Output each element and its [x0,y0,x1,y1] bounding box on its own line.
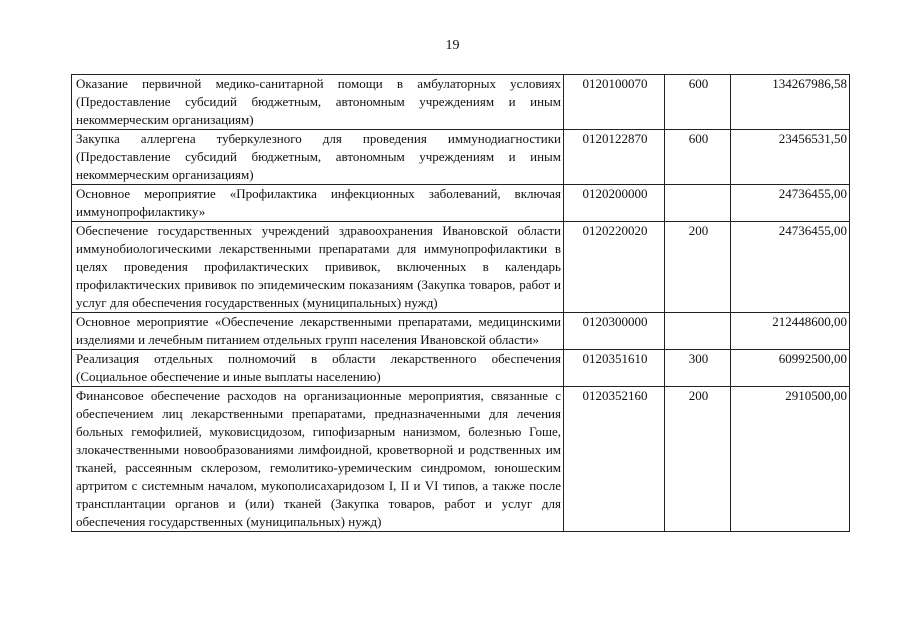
row-amount: 24736455,00 [731,185,850,222]
row-code: 0120300000 [564,313,665,350]
row-code: 0120352160 [564,387,665,532]
table-row [72,387,850,532]
row-code: 0120200000 [564,185,665,222]
table-row [72,185,850,222]
row-code: 0120100070 [564,75,665,130]
budget-table [71,74,850,532]
row-expense-type: 200 [665,222,731,313]
row-amount: 212448600,00 [731,313,850,350]
table-row [72,222,850,313]
table-row [72,313,850,350]
row-description: Обеспечение государственных учреждений здравоохранения Ивановской области иммунобиологическими лекарственными препаратами для иммунопрофилактики в целях проведения профилактических прививок, включенных в календарь профилактических прививок по эпидемическим показаниям (Закупка товаров, работ и услуг для обеспечения государственных (муниципальных) нужд) [72,222,564,313]
row-expense-type: 200 [665,387,731,532]
row-description: Основное мероприятие «Обеспечение лекарственными препаратами, медицинскими изделиями и лечебным питанием отдельных групп населения Ивановской области» [72,313,564,350]
row-expense-type: 300 [665,350,731,387]
row-description: Закупка аллергена туберкулезного для проведения иммунодиагностики (Предоставление субсидий бюджетным, автономным учреждениям и иным некоммерческим организациям) [72,130,564,185]
row-description: Реализация отдельных полномочий в области лекарственного обеспечения (Социальное обеспечение и иные выплаты населению) [72,350,564,387]
row-code: 0120122870 [564,130,665,185]
row-description: Основное мероприятие «Профилактика инфекционных заболеваний, включая иммунопрофилактику» [72,185,564,222]
row-code: 0120351610 [564,350,665,387]
row-amount: 23456531,50 [731,130,850,185]
row-expense-type [665,313,731,350]
row-amount: 2910500,00 [731,387,850,532]
row-description: Оказание первичной медико-санитарной помощи в амбулаторных условиях (Предоставление субсидий бюджетным, автономным учреждениям и иным некоммерческим организациям) [72,75,564,130]
page-number: 19 [445,38,460,53]
row-expense-type [665,185,731,222]
row-code: 0120220020 [564,222,665,313]
row-expense-type: 600 [665,75,731,130]
row-description: Финансовое обеспечение расходов на организационные мероприятия, связанные с обеспечением лиц лекарственными препаратами, предназначенными для лечения больных гемофилией, муковисцидозом, гипофизарным нанизмом, болезнью Гоше, злокачественными новообразованиями лимфоидной, кроветворной и родственных им тканей, рассеянным склерозом, гемолитико-уремическим синдромом, юношеским артритом с системным началом, мукополисахаридозом I, II и VI типов, а также после трансплантации органов и (или) тканей (Закупка товаров, работ и услуг для обеспечения государственных (муниципальных) нужд) [72,387,564,532]
table-row [72,75,850,130]
table-row [72,350,850,387]
row-expense-type: 600 [665,130,731,185]
row-amount: 134267986,58 [731,75,850,130]
row-amount: 60992500,00 [731,350,850,387]
table-row [72,130,850,185]
row-amount: 24736455,00 [731,222,850,313]
